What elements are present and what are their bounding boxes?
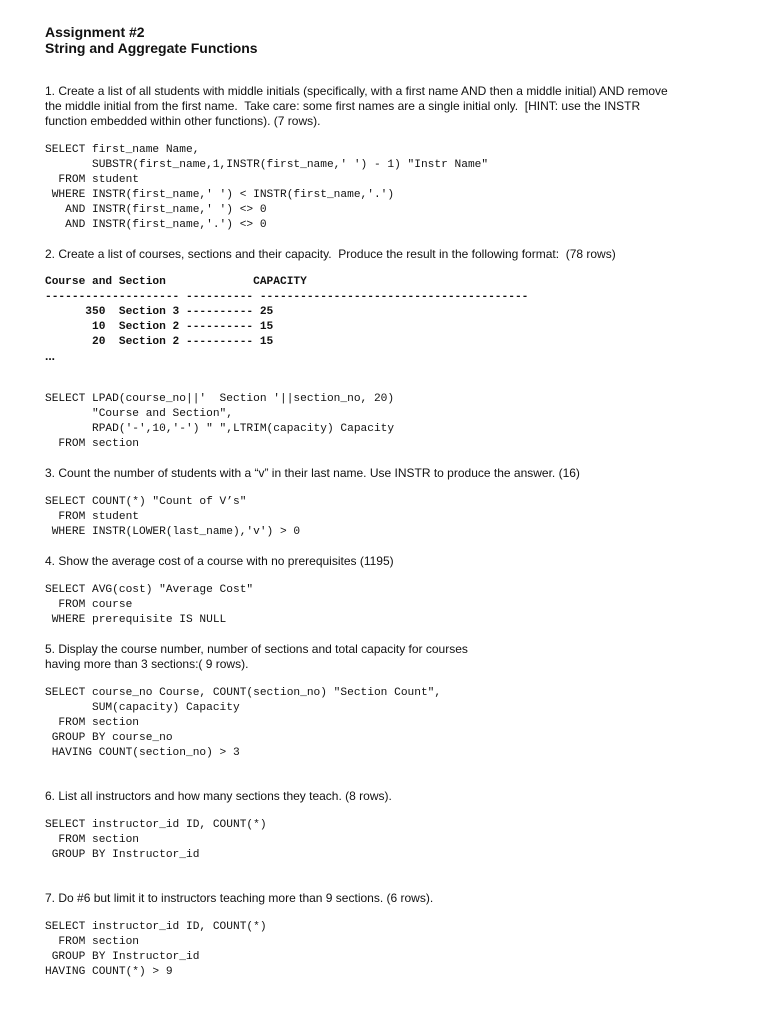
question-6-sql: SELECT instructor_id ID, COUNT(*) FROM section GROUP BY Instructor_id <box>45 819 267 861</box>
assignment-page <box>45 24 745 980</box>
question-1-text: 1. Create a list of all students with middle initials (specifically, with a first name AND then a middle initial) AND remove the middle initial from the first name. Take care: some first names are a single initial only. [HINT: use the INSTR function embedded within other functions). (7 rows). <box>45 84 668 128</box>
question-5-sql: SELECT course_no Course, COUNT(section_no) "Section Count", SUM(capacity) Capacity FROM section GROUP BY course_no HAVING COUNT(section_no) > 3 <box>45 687 442 759</box>
question-2-result-table: Course and Section CAPACITY -------------------- ---------- ---------------------------------------- 350 Section 3 ---------- 25 10 Section 2 ---------- 15 20 Section 2 ---------- 15 <box>45 276 529 348</box>
question-4-text: 4. Show the average cost of a course with no prerequisites (1195) <box>45 554 394 568</box>
question-5-text: 5. Display the course number, number of sections and total capacity for courses having more than 3 sections:( 9 rows). <box>45 642 468 671</box>
question-2-text: 2. Create a list of courses, sections and their capacity. Produce the result in the following format: (78 rows) <box>45 247 616 261</box>
title-line-2: String and Aggregate Functions <box>45 40 258 56</box>
question-3-text: 3. Count the number of students with a “v” in their last name. Use INSTR to produce the answer. (16) <box>45 466 580 480</box>
question-2-sql: SELECT LPAD(course_no||' Section '||section_no, 20) "Course and Section", RPAD('-',10,'-') " ",LTRIM(capacity) Capacity FROM section <box>45 393 395 450</box>
question-6-text: 6. List all instructors and how many sections they teach. (8 rows). <box>45 789 392 803</box>
question-7-text: 7. Do #6 but limit it to instructors teaching more than 9 sections. (6 rows). <box>45 891 434 905</box>
question-1-sql: SELECT first_name Name, SUBSTR(first_name,1,INSTR(first_name,' ') - 1) "Instr Name" FROM student WHERE INSTR(first_name,' ') < INSTR(first_name,'.') AND INSTR(first_name,' ') <> 0 AND INSTR(first_name,'.') <> 0 <box>45 144 489 231</box>
title-line-1: Assignment #2 <box>45 24 145 40</box>
question-4-sql: SELECT AVG(cost) "Average Cost" FROM course WHERE prerequisite IS NULL <box>45 584 254 626</box>
question-7-sql: SELECT instructor_id ID, COUNT(*) FROM section GROUP BY Instructor_id HAVING COUNT(*) > 9 <box>45 921 267 978</box>
question-2-ellipsis: ... <box>45 349 56 363</box>
question-3-sql: SELECT COUNT(*) "Count of V’s" FROM student WHERE INSTR(LOWER(last_name),'v') > 0 <box>45 496 301 538</box>
